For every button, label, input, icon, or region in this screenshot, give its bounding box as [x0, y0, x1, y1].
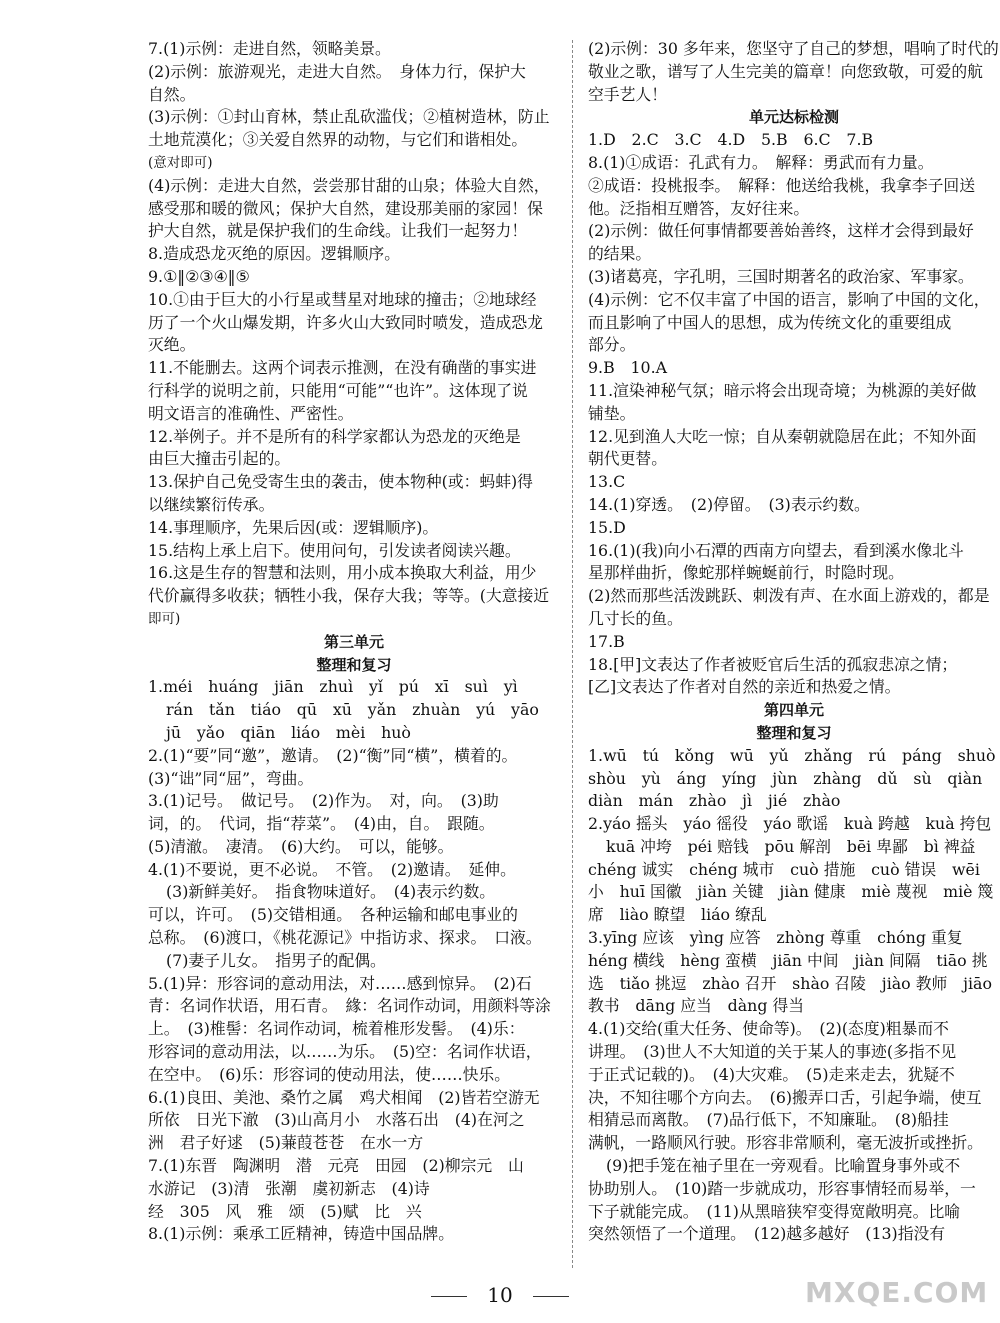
left-column [148, 38, 560, 1246]
answer-line: 16.这是生存的智慧和法则，用小成本换取大利益，用少 [148, 563, 537, 583]
column-divider [572, 40, 573, 1268]
answer-line: 决，不知往哪个方向去。 (6)搬弄口舌，引起争端，使互 [588, 1087, 982, 1107]
answer-line: 6.(1)良田、美池、桑竹之属 鸡犬相闻 (2)皆若空游无 [148, 1087, 540, 1107]
answer-line: (3)诸葛亮，字孔明，三国时期著名的政治家、军事家。 [588, 266, 974, 286]
answer-line: (3)示例：①封山育林，禁止乱砍滥伐；②植树造林，防止 [148, 107, 550, 127]
answer-line: diàn mán zhào jì jié zhào [588, 791, 841, 811]
answer-line: 星那样曲折，像蛇那样蜿蜒前行，时隐时现。 [588, 563, 904, 583]
answer-line: 几寸长的鱼。 [588, 608, 683, 628]
answer-line: 9.①‖②③④‖⑤ [148, 266, 250, 286]
section-heading: 第四单元 [763, 701, 824, 720]
answer-line: 满帆，一路顺风行驶。形容非常顺利，毫无波折或挫折。 [588, 1133, 983, 1153]
answer-line: 4.(1)不要说，更不必说。 不管。 (2)邀请。 延伸。 [148, 859, 516, 879]
answer-line: 3.(1)记号。 做记号。 (2)作为。 对，向。 (3)助 [148, 791, 499, 811]
answer-line: (7)妻子儿女。 指男子的配偶。 [166, 950, 386, 970]
answer-line: (9)把手笼在袖子里在一旁观看。比喻置身事外或不 [606, 1156, 961, 1176]
answer-line: 8.(1)示例：乘承工匠精神，铸造中国品牌。 [148, 1224, 454, 1244]
answer-line: rán tǎn tiáo qū xū yǎn zhuàn yú yāo [166, 700, 539, 720]
answer-line: 12.见到渔人大吃一惊；自从秦朝就隐居在此；不知外面 [588, 426, 977, 446]
answer-line: chéng 诚实 chéng 城市 cuò 措施 cuò 错误 wēi [588, 859, 980, 879]
answer-line: (4)示例：走进大自然，尝尝那甘甜的山泉；体验大自然， [148, 175, 550, 195]
answer-line: 小 huī 国徽 jiàn 关键 jiàn 健康 miè 蔑视 miè 篾 [588, 882, 994, 902]
answer-line: héng 横线 hèng 蛮横 jiān 中间 jiàn 间隔 tiāo 挑 [588, 950, 988, 970]
answer-line: 1.méi huáng jiān zhuì yǐ pú xī suì yì [148, 677, 518, 697]
answer-line: (2)示例：30 多年来，您坚守了自己的梦想，唱响了时代的 [588, 39, 999, 58]
answer-line: 由巨大撞击引起的。 [148, 449, 291, 469]
answer-line: shòu yù áng yíng jùn zhàng dǔ sù qiàn [588, 768, 983, 788]
answer-line: 明文语言的准确性、严密性。 [148, 403, 354, 423]
answer-line: 10.①由于巨大的小行星或彗星对地球的撞击；②地球经 [148, 289, 537, 309]
answer-line: 经 305 风 雅 颂 (5)赋 比 兴 [148, 1201, 422, 1221]
answer-line: 协助别人。 (10)踏一步就成功，形容事情轻而易举，一 [588, 1178, 976, 1198]
answer-line: 14.事理顺序，先果后因(或：逻辑顺序)。 [148, 517, 439, 537]
answer-line: 2.(1)“要”同“邀”，邀请。 (2)“衡”同“横”，横着的。 [148, 745, 518, 765]
answer-line: 1.D 2.C 3.C 4.D 5.B 6.C 7.B [588, 130, 874, 150]
answer-line: 14.(1)穿透。 (2)停留。 (3)表示约数。 [588, 494, 870, 514]
answer-line: 11.不能删去。这两个词表示推测，在没有确凿的事实进 [148, 358, 537, 378]
section-heading: 第三单元 [323, 632, 384, 651]
answer-line: 12.举例子。并不是所有的科学家都认为恐龙的灭绝是 [148, 426, 521, 446]
answer-line: 洲 君子好逑 (5)蒹葭苍苍 在水一方 [148, 1133, 424, 1153]
answer-line: 相猜忌而离散。 (7)品行低下，不知廉耻。 (8)船挂 [588, 1110, 949, 1130]
answer-line: 5.(1)异：形容词的意动用法，对……感到惊异。 (2)石 [148, 973, 532, 993]
answer-line: (2)示例：做任何事情都要善始善终，这样才会得到最好 [588, 221, 974, 241]
answer-line: 自然。 [148, 84, 196, 104]
answer-line: 选 tiǎo 挑逗 zhào 召开 shào 召陵 jiào 教师 jiāo [588, 973, 992, 993]
answer-line: 形容词的意动用法，以……为乐。 (5)空：名词作状语， [148, 1042, 542, 1062]
answer-line: 8.(1)①成语：孔武有力。 解释：勇武而有力量。 [588, 152, 934, 172]
answer-line: 铺垫。 [588, 403, 636, 423]
answer-line: 17.B [588, 631, 625, 651]
answer-line: 护大自然，就是保护我们的生命线。让我们一起努力！ [148, 221, 528, 241]
section-heading: 整理和复习 [756, 723, 832, 742]
answer-line: 灭绝。 [148, 335, 196, 355]
answer-line: 2.yáo 摇头 yáo 徭役 yáo 歌谣 kuà 跨越 kuà 挎包 [588, 814, 992, 834]
answer-line: 代价赢得多收获；牺牲小我，保存大我；等等。(大意接近 [148, 586, 550, 606]
answer-line: 3.yīng 应该 yìng 应答 zhòng 尊重 chóng 重复 [588, 928, 963, 948]
answer-line: 13.C [588, 472, 626, 492]
answer-line: (3)新鲜美好。 指食物味道好。 (4)表示约数。 [166, 882, 496, 902]
answer-line: 敬业之歌，谱写了人生完美的篇章！向您致敬，可爱的航 [588, 61, 983, 81]
answer-line: (3)“诎”同“屈”，弯曲。 [148, 768, 314, 788]
section-heading: 单元达标检测 [748, 108, 839, 127]
answer-line: 历了一个火山爆发期，许多火山大致同时喷发，造成恐龙 [148, 312, 543, 332]
answer-line: 15.结构上承上启下。使用问句，引发读者阅读兴趣。 [148, 540, 521, 560]
answer-line: jū yǎo qiān liáo mèi huò [166, 722, 411, 742]
answer-line: 15.D [588, 517, 626, 537]
answer-line: 7.(1)示例：走进自然，领略美景。 [148, 39, 391, 58]
answer-line: 教书 dāng 应当 dàng 得当 [588, 996, 805, 1016]
answer-line: (意对即可) [148, 154, 213, 171]
answer-line: 的结果。 [588, 244, 652, 264]
answer-line: 感受那和暖的微风；保护大自然，建设那美丽的家园！保 [148, 198, 543, 218]
answer-line: 词，的。 代词，指“荐菜”。 (4)由，自。 跟随。 [148, 814, 495, 834]
answer-line: (2)示例：旅游观光，走进大自然。 身体力行，保护大 [148, 61, 526, 81]
answer-line: ②成语：投桃报李。 解释：他送给我桃，我拿李子回送 [588, 175, 976, 195]
answer-line: 行科学的说明之前，只能用“可能”“也许”。这体现了说 [148, 380, 528, 400]
answer-line: 8.造成恐龙灭绝的原因。逻辑顺序。 [148, 244, 401, 264]
answer-line: 突然领悟了一个道理。 (12)越多越好 (13)指没有 [588, 1224, 946, 1244]
answer-line: 即可) [148, 610, 181, 627]
answer-line: 9.B 10.A [588, 358, 668, 378]
footer-rule-right [533, 1296, 569, 1297]
answer-line: 土地荒漠化；③关爱自然界的动物，与它们和谐相处。 [148, 130, 528, 150]
answer-line: 席 liào 瞭望 liáo 缭乱 [588, 905, 767, 925]
answer-line: 13.保护自己免受寄生虫的袭击，使本物种(或：蚂蚌)得 [148, 472, 533, 492]
watermark: MXQE.COM [805, 1276, 989, 1309]
answer-line: 16.(1)(我)向小石潭的西南方向望去，看到溪水像北斗 [588, 540, 964, 560]
answer-line: 于正式记载的)。 (4)大灾难。 (5)走来走去，犹疑不 [588, 1064, 955, 1084]
answer-line: 11.渲染神秘气氛；暗示将会出现奇境；为桃源的美好做 [588, 380, 977, 400]
answer-line: 总称。 (6)渡口，《桃花源记》中指访求、探求。 口液。 [148, 928, 542, 948]
answer-line: 讲理。 (3)世人不大知道的关于某人的事迹(多指不见 [588, 1042, 957, 1062]
answer-line: 7.(1)东晋 陶渊明 潜 元亮 田园 (2)柳宗元 山 [148, 1156, 524, 1176]
answer-line: 以继续繁衍传承。 [148, 494, 275, 514]
answer-line: kuā 冲垮 péi 赔钱 pōu 解剖 bēi 卑鄙 bì 裨益 [606, 836, 976, 856]
section-heading: 整理和复习 [316, 655, 392, 674]
answer-line: (5)清澈。 凄清。 (6)大约。 可以，能够。 [148, 836, 454, 856]
right-column [588, 38, 1000, 1246]
answer-line: 所依 日光下澈 (3)山高月小 水落石出 (4)在河之 [148, 1110, 525, 1130]
answer-line: [乙]文表达了作者对自然的亲近和热爱之情。 [588, 677, 901, 697]
answer-line: 朝代更替。 [588, 449, 667, 469]
answer-line: 可以，许可。 (5)交错相通。 各种运输和邮电事业的 [148, 905, 518, 925]
answer-line: 他。泛指相互赠答，友好往来。 [588, 198, 810, 218]
answer-line: 而且影响了中国人的思想，成为传统文化的重要组成 [588, 312, 952, 332]
answer-line: (2)然而那些活泼跳跃、刺泼有声、在水面上游戏的，都是 [588, 586, 990, 606]
answer-line: 4.(1)交给(重大任务、使命等)。 (2)(态度)粗暴而不 [588, 1019, 949, 1039]
answer-line: 部分。 [588, 335, 636, 355]
footer-rule-left [431, 1296, 467, 1297]
answer-line: 水游记 (3)清 张潮 虞初新志 (4)诗 [148, 1178, 430, 1198]
answer-line: 在空中。 (6)乐：形容词的使动用法，使……快乐。 [148, 1064, 511, 1084]
answer-line: 18.[甲]文表达了作者被贬官后生活的孤寂悲凉之情； [588, 654, 958, 674]
answer-line: 青：名词作状语，用石青。 緣：名词作动词，用颜料等涂 [148, 996, 551, 1016]
answer-line: 空手艺人！ [588, 84, 667, 104]
answer-line: 上。 (3)椎髻：名词作动词，梳着椎形发髻。 (4)乐： [148, 1019, 525, 1039]
answer-line: 下子就能完成。 (11)从黑暗狭窄变得宽敞明亮。比喻 [588, 1201, 961, 1221]
answer-line: 1.wū tú kǒng wū yǔ zhǎng rú páng shuò [588, 745, 996, 765]
page-number: 10 [487, 1283, 513, 1307]
answer-line: (4)示例：它不仅丰富了中国的语言，影响了中国的文化， [588, 289, 990, 309]
